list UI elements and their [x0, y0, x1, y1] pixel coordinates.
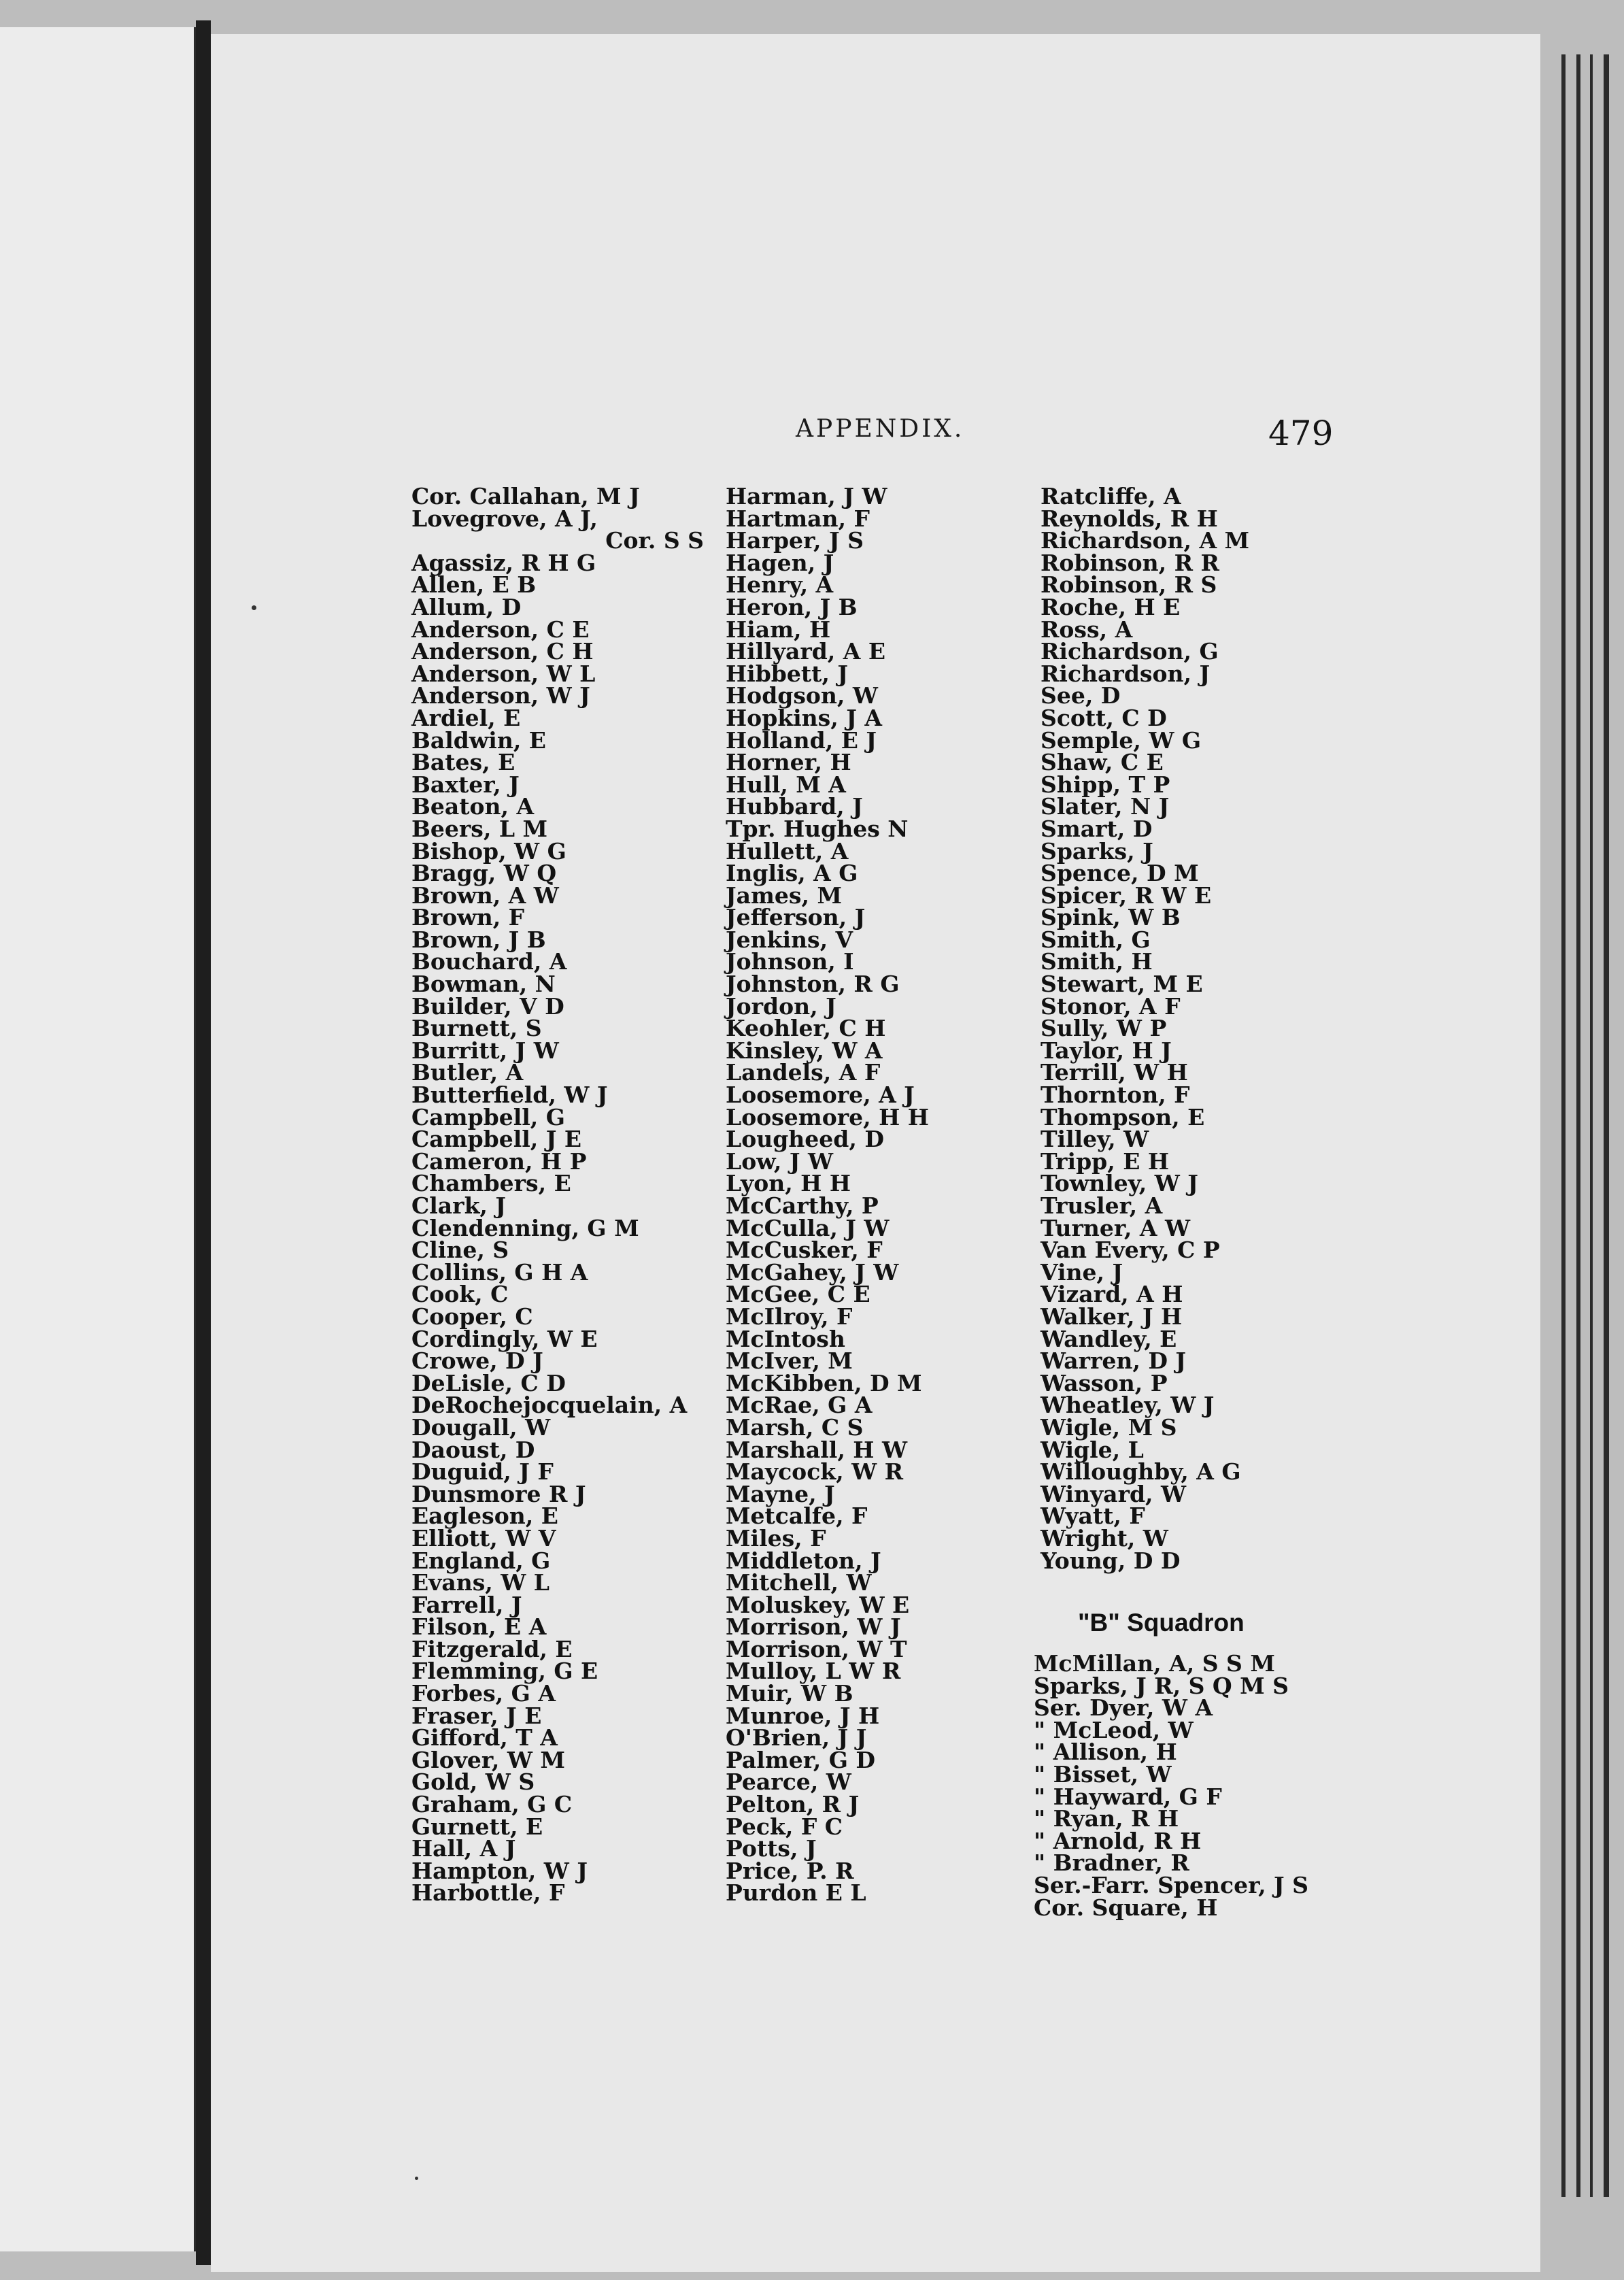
roster-entry: Marshall, H W — [726, 1436, 908, 1463]
roster-entry: Robinson, R S — [1041, 571, 1217, 599]
roster-entry: Walker, J H — [1041, 1303, 1183, 1330]
stray-mark — [415, 2177, 418, 2180]
roster-entry: Harper, J S — [726, 527, 864, 554]
roster-entry: Spence, D M — [1041, 860, 1199, 887]
roster-entry: Maycock, W R — [726, 1458, 904, 1486]
page-edge — [1590, 54, 1593, 2197]
roster-entry: Pelton, R J — [726, 1791, 860, 1818]
roster-entry: Hampton, W J — [411, 1857, 588, 1884]
roster-entry: Sparks, J — [1041, 837, 1153, 865]
roster-entry: Hodgson, W — [726, 682, 878, 709]
roster-entry: " Bisset, W — [1034, 1760, 1172, 1788]
roster-entry: " Bradner, R — [1034, 1849, 1189, 1877]
roster-entry: McCusker, F — [726, 1237, 883, 1264]
roster-entry: Harbottle, F — [411, 1879, 565, 1907]
roster-entry: Bowman, N — [411, 971, 556, 998]
roster-entry: Semple, W G — [1041, 726, 1202, 754]
roster-entry: Pearce, W — [726, 1768, 851, 1796]
roster-entry: Fraser, J E — [411, 1702, 542, 1729]
roster-entry: Richardson, A M — [1041, 527, 1250, 554]
roster-entry: Hullett, A — [726, 837, 849, 865]
roster-entry: Collins, G H A — [411, 1258, 588, 1286]
roster-entry: Wyatt, F — [1041, 1503, 1145, 1530]
roster-entry: Bouchard, A — [411, 948, 567, 975]
roster-entry: Shaw, C E — [1041, 749, 1164, 776]
roster-entry: Bragg, W Q — [411, 860, 557, 887]
roster-entry: Burritt, J W — [411, 1037, 559, 1064]
roster-entry: Keohler, C H — [726, 1015, 886, 1042]
roster-entry: Miles, F — [726, 1524, 826, 1552]
roster-entry: Jordon, J — [726, 992, 836, 1020]
roster-entry: Daoust, D — [411, 1436, 535, 1463]
roster-entry: Sparks, J R, S Q M S — [1034, 1672, 1289, 1699]
roster-entry: Sully, W P — [1041, 1015, 1167, 1042]
page-edge — [1576, 54, 1580, 2197]
roster-entry: Agassiz, R H G — [411, 549, 596, 576]
roster-entry: Stonor, A F — [1041, 992, 1181, 1020]
roster-entry: Glover, W M — [411, 1746, 565, 1773]
roster-entry: Hartman, F — [726, 505, 870, 532]
roster-entry: Robinson, R R — [1041, 549, 1219, 576]
roster-entry: Ser. Dyer, W A — [1034, 1694, 1213, 1722]
page-edge — [1604, 54, 1609, 2197]
roster-entry: Lovegrove, A J, — [411, 505, 598, 532]
roster-entry: Gold, W S — [411, 1768, 535, 1796]
roster-entry: Campbell, G — [411, 1103, 565, 1130]
roster-entry: Horner, H — [726, 749, 851, 776]
roster-entry: Cor. S S — [605, 527, 704, 554]
roster-entry: Graham, G C — [411, 1791, 573, 1818]
roster-entry: Cor. Callahan, M J — [411, 483, 640, 509]
roster-entry: See, D — [1041, 682, 1121, 709]
roster-entry: Cook, C — [411, 1281, 509, 1308]
roster-entry: Builder, V D — [411, 992, 564, 1020]
roster-entry: McMillan, A, S S M — [1034, 1650, 1275, 1677]
roster-entry: Moluskey, W E — [726, 1591, 910, 1618]
roster-column-3 — [1041, 483, 1250, 1574]
roster-entry: McCulla, J W — [726, 1214, 890, 1241]
roster-entry: Butler, A — [411, 1059, 524, 1086]
squadron-heading: "B" Squadron — [1078, 1609, 1245, 1637]
roster-entry: Ardiel, E — [411, 704, 521, 731]
roster-entry: Brown, F — [411, 904, 525, 931]
roster-entry: Scott, C D — [1041, 704, 1167, 731]
roster-entry: Lougheed, D — [726, 1126, 884, 1153]
roster-entry: Shipp, T P — [1041, 771, 1170, 798]
roster-entry: Ross, A — [1041, 616, 1133, 643]
roster-entry: Hull, M A — [726, 771, 846, 798]
roster-entry: Hopkins, J A — [726, 704, 882, 731]
roster-entry: Gurnett, E — [411, 1813, 543, 1840]
roster-entry: Turner, A W — [1041, 1214, 1191, 1241]
roster-entry: Mulloy, L W R — [726, 1658, 901, 1685]
roster-entry: Wigle, L — [1041, 1436, 1144, 1463]
roster-entry: McIlroy, F — [726, 1303, 853, 1330]
roster-entry: Taylor, H J — [1041, 1037, 1172, 1064]
roster-column-2 — [726, 483, 929, 1907]
roster-entry: Ratcliffe, A — [1041, 483, 1181, 509]
roster-entry: Dunsmore R J — [411, 1480, 586, 1507]
roster-entry: Hillyard, A E — [726, 638, 886, 665]
roster-column-1 — [411, 483, 704, 1907]
roster-entry: Cameron, H P — [411, 1147, 587, 1175]
roster-entry: Brown, A W — [411, 882, 559, 909]
roster-entry: Willoughby, A G — [1041, 1458, 1241, 1486]
roster-entry: " Arnold, R H — [1034, 1827, 1202, 1854]
roster-entry: Cline, S — [411, 1237, 509, 1264]
roster-entry: Price, P. R — [726, 1857, 854, 1884]
page-edge — [1561, 54, 1566, 2197]
running-head: APPENDIX. — [796, 415, 965, 443]
roster-entry: Holland, E J — [726, 726, 877, 754]
facing-page — [0, 27, 196, 2251]
roster-entry: Dougall, W — [411, 1413, 551, 1441]
roster-entry: Burnett, S — [411, 1015, 542, 1042]
roster-entry: Forbes, G A — [411, 1680, 556, 1707]
roster-entry: Evans, W L — [411, 1569, 550, 1596]
roster-entry: Warren, D J — [1041, 1347, 1187, 1375]
roster-entry: McGahey, J W — [726, 1258, 899, 1286]
roster-entry: " Hayward, G F — [1034, 1783, 1222, 1810]
roster-entry: McKibben, D M — [726, 1369, 922, 1396]
b-squadron-roster — [1034, 1650, 1308, 1921]
roster-entry: McGee, C E — [726, 1281, 870, 1308]
roster-entry: DeRochejocquelain, A — [411, 1392, 688, 1419]
roster-entry: Chambers, E — [411, 1170, 571, 1197]
roster-entry: Hibbett, J — [726, 660, 848, 687]
roster-entry: England, G — [411, 1547, 551, 1574]
stray-mark — [252, 605, 256, 610]
roster-entry: McRae, G A — [726, 1392, 873, 1419]
roster-entry: Harman, J W — [726, 483, 887, 509]
roster-entry: Mayne, J — [726, 1480, 835, 1507]
roster-entry: Thompson, E — [1041, 1103, 1205, 1130]
roster-entry: Elliott, W V — [411, 1524, 556, 1552]
roster-entry: Flemming, G E — [411, 1658, 598, 1685]
roster-entry: Reynolds, R H — [1041, 505, 1218, 532]
roster-entry: Thornton, F — [1041, 1082, 1190, 1109]
roster-entry: Johnson, I — [726, 948, 854, 975]
roster-entry: Landels, A F — [726, 1059, 881, 1086]
roster-entry: Loosemore, A J — [726, 1082, 915, 1109]
roster-entry: Beers, L M — [411, 815, 548, 842]
roster-entry: Morrison, W T — [726, 1635, 907, 1662]
roster-entry: Cordingly, W E — [411, 1325, 598, 1352]
roster-entry: Smith, G — [1041, 926, 1151, 953]
roster-entry: Clark, J — [411, 1192, 507, 1219]
roster-entry: Wright, W — [1041, 1524, 1168, 1552]
roster-entry: Henry, A — [726, 571, 834, 599]
roster-entry: Terrill, W H — [1041, 1059, 1188, 1086]
roster-entry: Richardson, J — [1041, 660, 1211, 687]
roster-entry: Van Every, C P — [1041, 1237, 1220, 1264]
roster-entry: Anderson, C H — [411, 638, 594, 665]
roster-entry: Munroe, J H — [726, 1702, 880, 1729]
roster-entry: Wandley, E — [1041, 1325, 1177, 1352]
roster-entry: Duguid, J F — [411, 1458, 554, 1486]
roster-entry: Allum, D — [411, 593, 522, 620]
roster-entry: Morrison, W J — [726, 1613, 901, 1641]
roster-entry: Metcalfe, F — [726, 1503, 868, 1530]
roster-entry: Richardson, G — [1041, 638, 1219, 665]
roster-entry: Clendenning, G M — [411, 1214, 639, 1241]
roster-entry: Cooper, C — [411, 1303, 533, 1330]
roster-entry: Muir, W B — [726, 1680, 853, 1707]
roster-entry: " Allison, H — [1034, 1739, 1177, 1766]
roster-entry: Roche, H E — [1041, 593, 1181, 620]
roster-entry: Hagen, J — [726, 549, 834, 576]
roster-entry: Stewart, M E — [1041, 971, 1203, 998]
roster-entry: Palmer, G D — [726, 1746, 876, 1773]
roster-entry: Spicer, R W E — [1041, 882, 1212, 909]
roster-entry: " Ryan, R H — [1034, 1805, 1179, 1832]
roster-entry: Beaton, A — [411, 793, 535, 820]
roster-entry: Anderson, C E — [411, 616, 590, 643]
roster-entry: Trusler, A — [1041, 1192, 1163, 1219]
roster-entry: Winyard, W — [1041, 1480, 1187, 1507]
roster-entry: Brown, J B — [411, 926, 546, 953]
roster-entry: Loosemore, H H — [726, 1103, 929, 1130]
roster-entry: Townley, W J — [1041, 1170, 1198, 1197]
roster-entry: Slater, N J — [1041, 793, 1170, 820]
roster-entry: Campbell, J E — [411, 1126, 582, 1153]
book-gutter — [196, 20, 211, 2265]
roster-entry: Tpr. Hughes N — [726, 815, 909, 842]
roster-entry: Purdon E L — [726, 1879, 866, 1907]
roster-entry: Gifford, T A — [411, 1724, 558, 1751]
roster-entry: Cor. Square, H — [1034, 1894, 1218, 1921]
roster-entry: DeLisle, C D — [411, 1369, 566, 1396]
roster-entry: Peck, F C — [726, 1813, 843, 1840]
roster-entry: Johnston, R G — [726, 971, 900, 998]
roster-entry: Bates, E — [411, 749, 515, 776]
roster-entry: Crowe, D J — [411, 1347, 543, 1375]
roster-entry: Wasson, P — [1041, 1369, 1168, 1396]
roster-entry: Wigle, M S — [1041, 1413, 1177, 1441]
roster-entry: Hubbard, J — [726, 793, 863, 820]
roster-entry: Jenkins, V — [726, 926, 853, 953]
roster-entry: Ser.-Farr. Spencer, J S — [1034, 1871, 1308, 1898]
roster-entry: Filson, E A — [411, 1613, 547, 1641]
roster-entry: " McLeod, W — [1034, 1716, 1194, 1743]
roster-entry: Inglis, A G — [726, 860, 858, 887]
roster-entry: Vine, J — [1041, 1258, 1123, 1286]
roster-entry: McCarthy, P — [726, 1192, 879, 1219]
roster-entry: Allen, E B — [411, 571, 537, 599]
roster-entry: McIver, M — [726, 1347, 853, 1375]
roster-entry: Potts, J — [726, 1835, 817, 1862]
roster-entry: Vizard, A H — [1041, 1281, 1183, 1308]
roster-entry: Marsh, C S — [726, 1413, 864, 1441]
roster-entry: Low, J W — [726, 1147, 834, 1175]
roster-entry: Farrell, J — [411, 1591, 522, 1618]
roster-entry: Anderson, W L — [411, 660, 596, 687]
page-number: 479 — [1268, 414, 1334, 453]
roster-entry: Baldwin, E — [411, 726, 546, 754]
roster-entry: Wheatley, W J — [1041, 1392, 1215, 1419]
roster-entry: Smart, D — [1041, 815, 1153, 842]
roster-entry: Spink, W B — [1041, 904, 1181, 931]
roster-entry: Jefferson, J — [726, 904, 866, 931]
roster-entry: Butterfield, W J — [411, 1082, 608, 1109]
roster-entry: Hall, A J — [411, 1835, 516, 1862]
roster-entry: Tilley, W — [1041, 1126, 1149, 1153]
roster-entry: Middleton, J — [726, 1547, 881, 1574]
roster-entry: Young, D D — [1041, 1547, 1181, 1574]
roster-entry: Hiam, H — [726, 616, 831, 643]
roster-entry: O'Brien, J J — [726, 1724, 867, 1751]
roster-entry: Baxter, J — [411, 771, 520, 798]
roster-entry: Fitzgerald, E — [411, 1635, 573, 1662]
roster-entry: Bishop, W G — [411, 837, 566, 865]
roster-entry: Anderson, W J — [411, 682, 590, 709]
roster-entry: Lyon, H H — [726, 1170, 851, 1197]
roster-entry: McIntosh — [726, 1325, 845, 1352]
roster-entry: Mitchell, W — [726, 1569, 872, 1596]
roster-entry: Kinsley, W A — [726, 1037, 883, 1064]
roster-entry: Eagleson, E — [411, 1503, 558, 1530]
roster-entry: Heron, J B — [726, 593, 858, 620]
roster-entry: Smith, H — [1041, 948, 1153, 975]
roster-entry: Tripp, E H — [1041, 1147, 1170, 1175]
roster-entry: James, M — [726, 882, 842, 909]
